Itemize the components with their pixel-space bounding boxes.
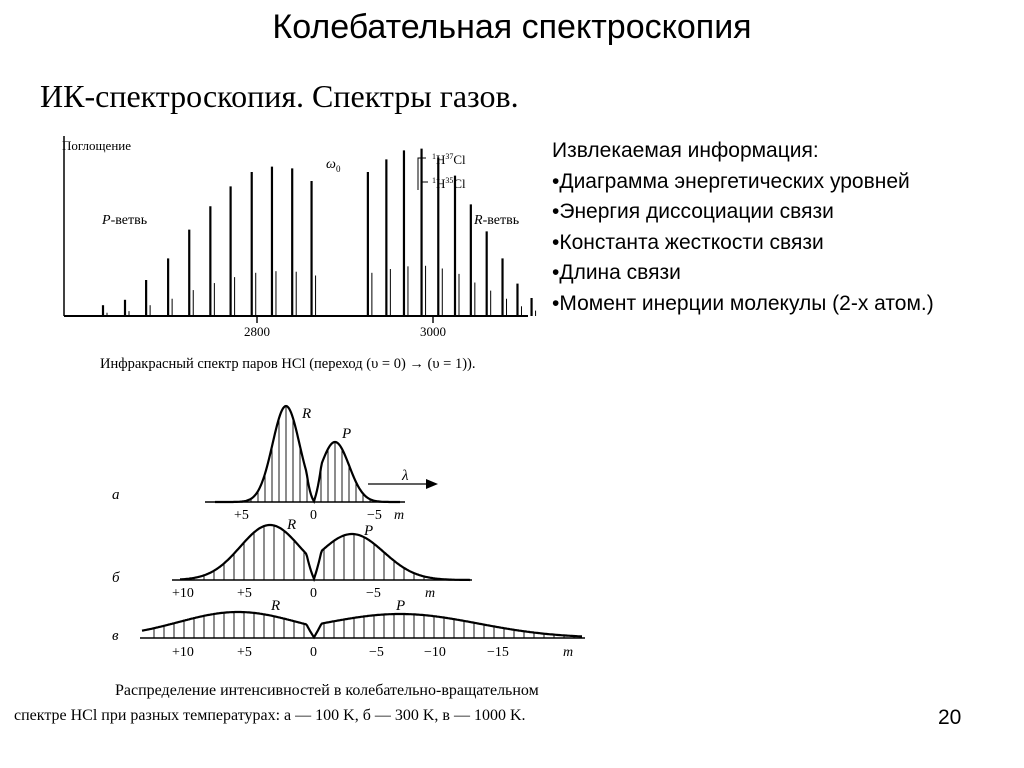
panel-b-tick: m <box>425 586 436 601</box>
panel-a-p-label: P <box>342 426 352 442</box>
panel-b-tick: +10 <box>172 586 194 601</box>
panel-c <box>112 598 585 660</box>
panel-c-letter: в <box>112 628 119 644</box>
panel-a <box>112 406 438 523</box>
envelope-b <box>180 525 470 580</box>
center-label: ω <box>326 157 336 172</box>
panel-b <box>112 517 472 601</box>
panel-a-letter: а <box>112 487 120 503</box>
panel-a-tick: m <box>394 508 405 523</box>
r-branch-label: R-ветвь <box>474 213 520 228</box>
isotope-label-37: $^1H^{37}Cl$ <box>432 152 466 167</box>
distribution-caption-line2: спектре HCl при разных температурах: а — 100 K, б — 300 K, в — 1000 K. <box>14 707 526 724</box>
panel-c-tick: +10 <box>172 645 194 660</box>
panel-b-p-label: P <box>364 523 374 539</box>
panel-b-letter: б <box>112 570 120 586</box>
isotope-label-35: $^1H^{35}Cl$ <box>432 176 466 191</box>
panel-c-tick: −15 <box>487 645 509 660</box>
center-sub: 0 <box>336 164 341 174</box>
panel-c-tick: +5 <box>237 645 252 660</box>
p-branch-label: P-ветвь <box>102 213 148 228</box>
panel-b-tick: −5 <box>366 586 381 601</box>
slide-subtitle: ИК-спектроскопия. Спектры газов. <box>40 78 519 114</box>
slide-title: Колебательная спектроскопия <box>272 8 752 46</box>
panel-c-tick: m <box>563 645 574 660</box>
lambda-arrow-head <box>426 479 438 489</box>
info-heading: Извлекаемая информация: <box>552 139 819 162</box>
panel-a-tick: 0 <box>310 508 317 523</box>
panel-c-tick: −10 <box>424 645 446 660</box>
panel-b-tick: 0 <box>310 586 317 601</box>
panel-b-r-label: R <box>287 517 297 533</box>
info-item: •Энергия диссоциации связи <box>552 200 834 223</box>
spectrum-caption: Инфракрасный спектр паров HCl (переход (υ = 0) → (υ = 1)). <box>100 356 476 372</box>
info-item: •Момент инерции молекулы (2-х атом.) <box>552 291 934 315</box>
spectrum-tick-label: 2800 <box>244 324 270 339</box>
info-item: •Длина связи <box>552 261 681 284</box>
envelope-c <box>142 612 582 637</box>
info-item: •Константа жесткости связи <box>552 230 824 254</box>
spectrum-tick-label: 3000 <box>420 324 446 339</box>
panel-c-tick: −5 <box>369 645 384 660</box>
spectrum-ylabel: Поглощение <box>62 138 132 153</box>
distribution-caption-line1: Распределение интенсивностей в колебательно-вращательном <box>115 682 539 699</box>
hatch-b <box>194 525 434 580</box>
panel-a-tick: −5 <box>367 508 382 523</box>
panel-b-tick: +5 <box>237 586 252 601</box>
page-number: 20 <box>938 706 962 729</box>
panel-c-p-label: P <box>396 598 406 614</box>
panel-c-tick: 0 <box>310 645 317 660</box>
panel-c-r-label: R <box>271 598 281 614</box>
panel-a-r-label: R <box>302 406 312 422</box>
panel-a-tick: +5 <box>234 508 249 523</box>
info-item: •Диаграмма энергетических уровней <box>552 169 910 193</box>
lambda-label: λ <box>402 468 409 484</box>
